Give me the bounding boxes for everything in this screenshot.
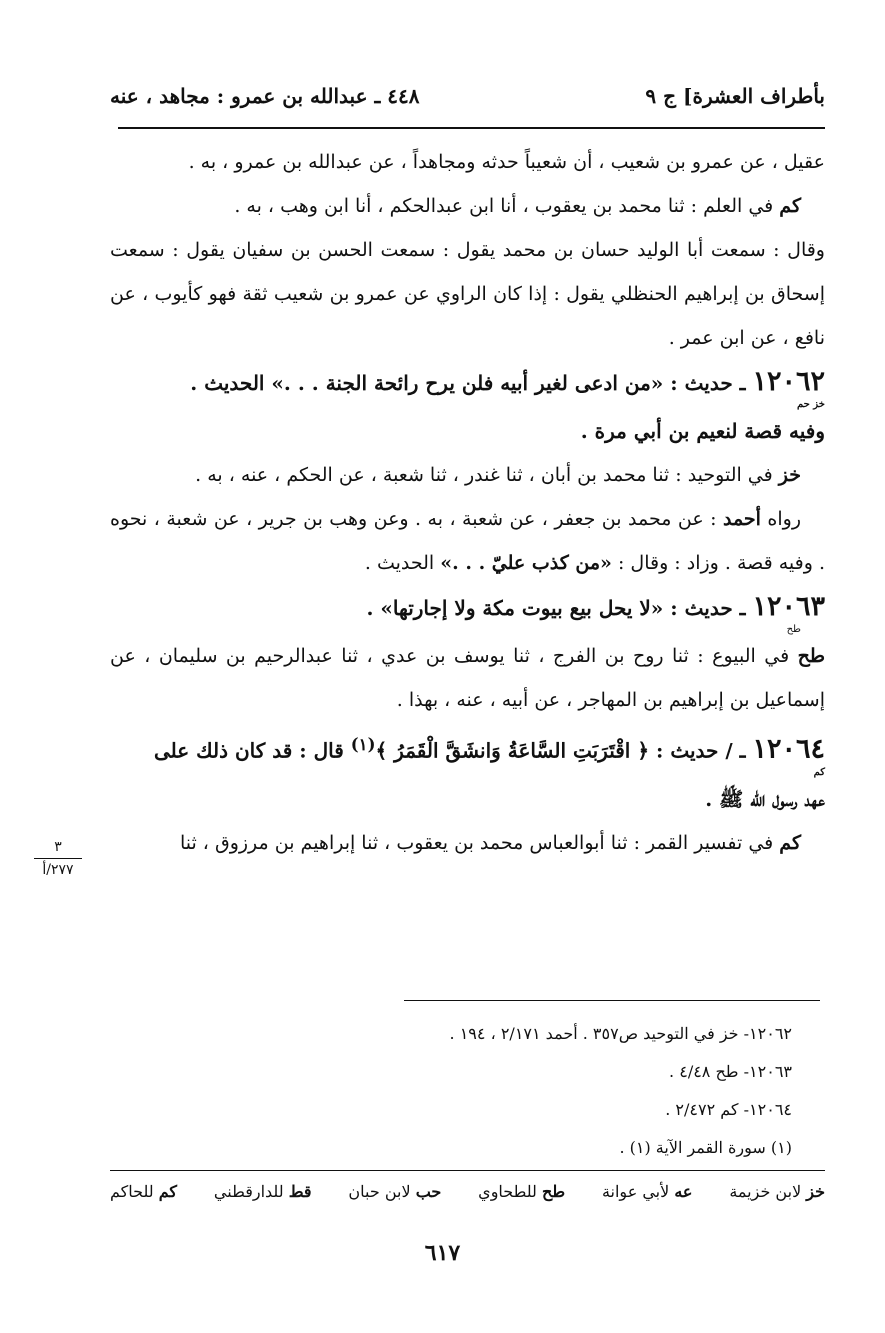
- header-chapter: ٤٤٨ ـ عبدالله بن عمرو : مجاهد ، عنه: [110, 84, 420, 108]
- abbreviation-item: عه لأبي عوانة: [601, 1182, 693, 1201]
- hadith-number: ١٢٠٦٣: [752, 591, 825, 622]
- abbreviation-key: [110, 1182, 825, 1201]
- abbreviation-item: طح للطحاوي: [478, 1182, 566, 1201]
- hadith-12064-continuation: كم عهد رسول الله ﷺ .: [110, 767, 825, 821]
- manuscript-folio-ref: ٣ ٢٧٧/أ: [30, 838, 86, 879]
- source-code: كم: [779, 831, 801, 854]
- source-symbols: خز حم: [796, 399, 825, 410]
- paragraph-3: وقال : سمعت أبا الوليد حسان بن محمد يقول : سمعت الحسن بن سفيان يقول : سمعت إسحاق بن إبراهيم الحنظلي يقول : إذا كان الراوي عن عمرو بن شعيب ثقة فهو كأيوب ، عن نافع ، عن ابن عمر .: [110, 239, 825, 349]
- quran-verse: ﴿ اقْتَرَبَتِ السَّاعَةُ وَانشَقَّ الْقَمَرُ ﴾: [375, 738, 650, 763]
- hadith-12063-heading: ١٢٠٦٣ ـ حديث : «لا يحل بيع بيوت مكة ولا إجارتها» .: [366, 591, 825, 622]
- header-volume: بأطراف العشرة] ج ٩: [645, 84, 825, 108]
- paragraph-6: طح طح في البيوع : ثنا روح بن الفرج ، ثنا يوسف بن عدي ، ثنا عبدالرحيم بن سليمان ، عن إسماعيل بن إبراهيم بن المهاجر ، عن أبيه ، عنه ، بهذا .: [110, 624, 825, 711]
- source-code: كم: [779, 195, 801, 217]
- footnote: ١٢٠٦٢- خز في التوحيد ص٣٥٧ . أحمد ٢/١٧١ ، ١٩٤ .: [449, 1024, 792, 1043]
- page-number: ٦١٧: [424, 1240, 461, 1266]
- abbreviation-item: كم للحاكم: [110, 1182, 178, 1201]
- abbreviation-item: حب لابن حبان: [348, 1182, 442, 1201]
- paragraph-5: رواه أحمد : عن محمد بن جعفر ، عن شعبة ، به . وعن وهب بن جرير ، عن شعبة ، نحوه . وفيه قصة . وزاد : وقال : «من كذب عليّ . . .» الحديث .: [110, 508, 825, 574]
- footnote: (١) سورة القمر الآية (١) .: [619, 1138, 792, 1157]
- paragraph-7: كم في تفسير القمر : ثنا أبوالعباس محمد بن يعقوب ، ثنا إبراهيم بن مرزوق ، ثنا: [179, 831, 801, 854]
- footnotes: [200, 1015, 792, 1167]
- source-symbols: طح: [786, 624, 801, 635]
- footnote-marker: (١): [350, 734, 376, 754]
- hadith-number: ١٢٠٦٢: [752, 366, 825, 397]
- source-code: طح: [797, 645, 825, 667]
- hadith-12062-continuation: خز حم وفيه قصة لنعيم بن أبي مرة .: [110, 399, 825, 453]
- footnote: ١٢٠٦٣- طح ٤/٤٨ .: [669, 1062, 792, 1081]
- paragraph-2: كم في العلم : ثنا محمد بن يعقوب ، أنا ابن عبدالحكم ، أنا ابن وهب ، به .: [234, 195, 801, 217]
- footnote-rule: [404, 1000, 820, 1001]
- main-text: [110, 140, 825, 865]
- paragraph-1: عقيل ، عن عمرو بن شعيب ، أن شعيباً حدثه ومجاهداً ، عن عبدالله بن عمرو ، به .: [188, 151, 825, 173]
- abbreviation-item: قط للدارقطني: [213, 1182, 312, 1201]
- hadith-12062-heading: ١٢٠٦٢ ـ حديث : «من ادعى لغير أبيه فلن يرح رائحة الجنة . . .» الحديث .: [190, 366, 825, 397]
- running-header: [110, 78, 825, 114]
- paragraph-4: خز في التوحيد : ثنا محمد بن أبان ، ثنا غندر ، ثنا شعبة ، عن الحكم ، عنه ، به .: [195, 464, 801, 486]
- source-code: خز: [778, 464, 801, 486]
- abbreviation-rule: [110, 1170, 825, 1171]
- footnote: ١٢٠٦٤- كم ٢/٤٧٢ .: [665, 1100, 792, 1119]
- hadith-number: ١٢٠٦٤: [752, 733, 825, 765]
- header-rule: [118, 127, 825, 129]
- source-symbols: كم: [813, 766, 825, 778]
- abbreviation-item: خز لابن خزيمة: [729, 1182, 825, 1201]
- hadith-12064-heading: ١٢٠٦٤ ـ / حديث : ﴿ اقْتَرَبَتِ السَّاعَةُ وَانشَقَّ الْقَمَرُ ﴾$^{(١)}$ قال : قد كان ذلك على: [153, 733, 825, 765]
